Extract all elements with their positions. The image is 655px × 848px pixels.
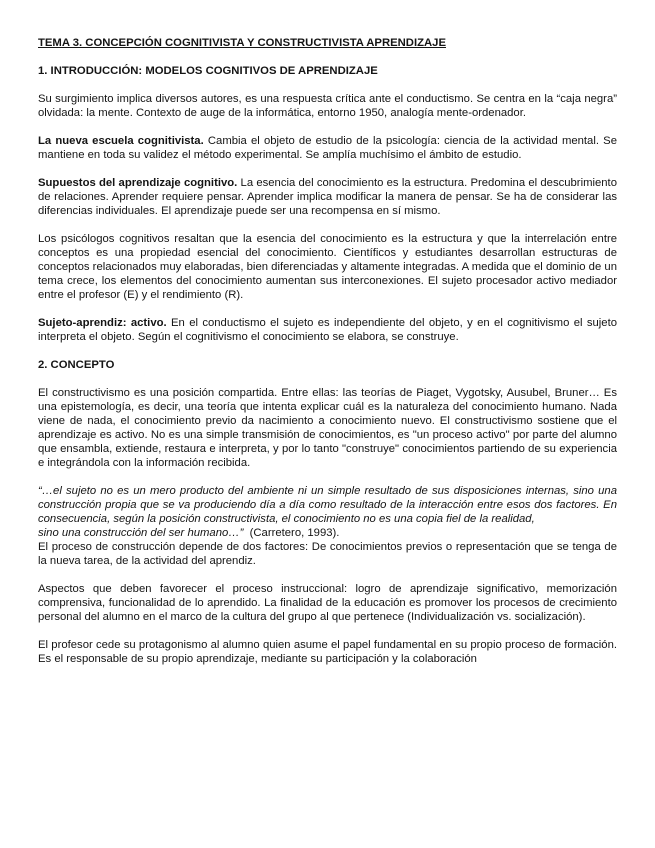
quote-citation: (Carretero, 1993).: [243, 527, 340, 539]
quote-main: “…el sujeto no es un mero producto del ambiente ni un simple resultado de sus disposiciones internas, sino una construcción propia que se va produciendo día a día como resultado de la interacción entre esos dos factores. En consecuencia, según la posición constructivista, el conocimiento no es una copia fiel de la realidad,: [38, 485, 617, 525]
section-2-heading: 2. CONCEPTO: [38, 359, 115, 371]
section-2-paragraph-3: Aspectos que deben favorecer el proceso instruccional: logro de aprendizaje significativo, memorización comprensiva, funcionalidad de lo aprendido. La finalidad de la educación es promover los procesos de crecimiento personal del alumno en el marco de la cultura del grupo al que pertenece (Individualización vs. socialización).: [38, 583, 617, 623]
section-2-paragraph-4: El profesor cede su protagonismo al alumno quien asume el papel fundamental en su propio proceso de formación. Es el responsable de su propio aprendizaje, mediante su participación y la colaboración: [38, 639, 617, 665]
paragraph-lead: La nueva escuela cognitivista.: [38, 135, 204, 147]
section-1-intro: Su surgimiento implica diversos autores, es una respuesta crítica ante el conductismo. Se centra en la “caja negra” olvidada: la mente. Contexto de auge de la informática, entorno 1950, analogía mente-ordenador.: [38, 93, 617, 119]
paragraph-text: La esencia del conocimiento es la estructura. Predomina el descubrimiento de relaciones. Aprender requiere pensar. Aprender implica modificar la manera de pensar. Se ha de considerar las diferencias individuales. El aprendizaje puede ser una recompensa en sí mismo.: [38, 177, 617, 217]
paragraph-text: En el conductismo el sujeto es independiente del objeto, y en el cognitivismo el sujeto interpreta el objeto. Según el cognitivismo el conocimiento se elabora, se construye.: [38, 317, 618, 343]
paragraph-lead: Supuestos del aprendizaje cognitivo.: [38, 177, 238, 189]
section-1-paragraph-3: [38, 176, 617, 218]
document-page: [38, 36, 617, 666]
section-1-paragraph-2: [38, 134, 617, 162]
paragraph-text: Cambia el objeto de estudio de la psicología: ciencia de la actividad mental. Se mantiene en toda su validez el método experimental. Se amplía muchísimo el ámbito de estudio.: [38, 135, 617, 161]
section-1-paragraph-5: [38, 316, 617, 344]
section-2-paragraph-1: El constructivismo es una posición compartida. Entre ellas: las teorías de Piaget, Vygotsky, Ausubel, Bruner… Es una epistemología, es decir, una teoría que intenta explicar cuál es la naturaleza del conocimiento humano. Nada viene de nada, el conocimiento previo da nacimiento a conocimiento nuevo. El constructivismo sostiene que el aprendizaje es activo. No es una simple transmisión de conocimientos, es "un proceso activo" por parte del alumno que ensambla, extiende, restaura e interpreta, y por lo tanto "construye" conocimientos partiendo de su experiencia e integrándola con la información recibida.: [38, 387, 617, 469]
quote-end: sino una construcción del ser humano…”: [38, 527, 244, 539]
quote-end-line: [38, 526, 617, 540]
section-1-paragraph-4: Los psicólogos cognitivos resaltan que la esencia del conocimiento es la estructura y que la interrelación entre conceptos es una propiedad esencial del conocimiento. Científicos y estudiantes desarrollan estructuras de conceptos relacionados muy elaboradas, bien diferenciadas y altamente integradas. A medida que el dominio de un tema crece, los elementos del conocimiento aumentan sus interconexiones. El sujeto procesador activo mediador entre el profesor (E) y el rendimiento (R).: [38, 233, 617, 301]
paragraph-lead: Sujeto-aprendiz: activo.: [38, 317, 167, 329]
section-2-paragraph-2: El proceso de construcción depende de dos factores: De conocimientos previos o representación que se tenga de la nueva tarea, de la actividad del aprendiz.: [38, 541, 617, 567]
section-1-heading: 1. INTRODUCCIÓN: MODELOS COGNITIVOS DE APRENDIZAJE: [38, 65, 378, 77]
document-title: TEMA 3. CONCEPCIÓN COGNITIVISTA Y CONSTRUCTIVISTA APRENDIZAJE: [38, 37, 446, 49]
